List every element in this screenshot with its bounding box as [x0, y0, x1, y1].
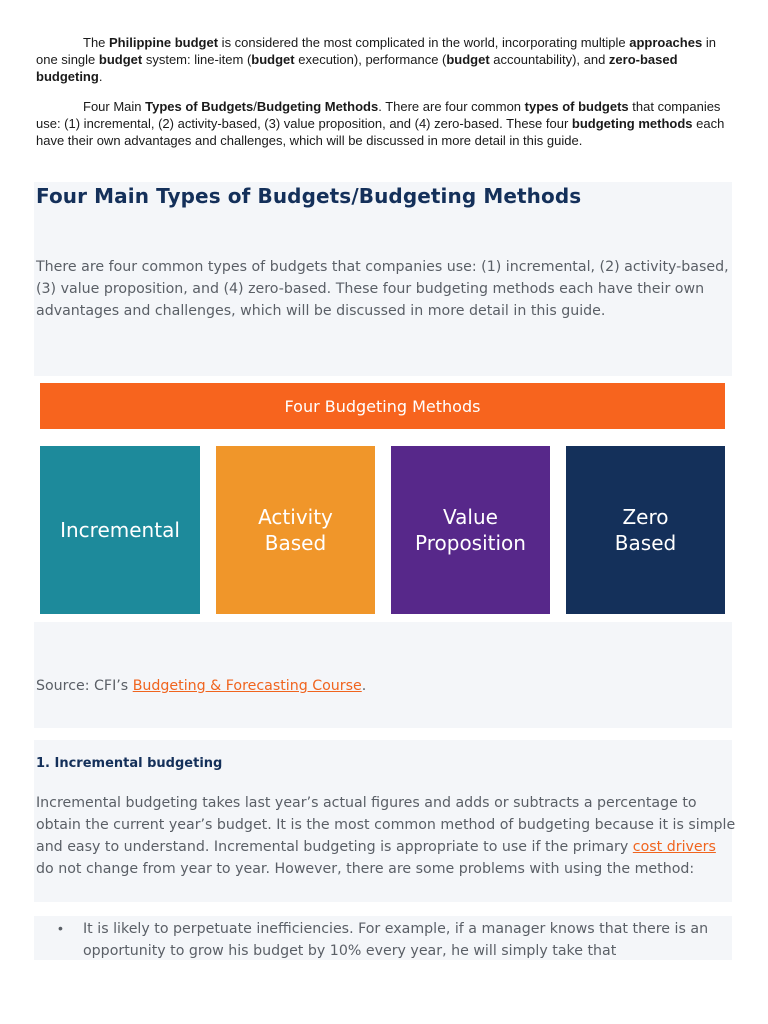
box-activity-based: Activity Based	[216, 446, 375, 614]
source-prefix: Source: CFI’s	[36, 678, 133, 694]
text-run: do not change from year to year. However, there are some problems with using the method:	[36, 861, 695, 877]
bullet-icon: •	[58, 920, 63, 936]
text-run: execution), performance (	[294, 52, 447, 67]
text-run: each have their own advantages and challenges, which will be discussed in more detail in this guide.	[36, 116, 725, 148]
diagram-banner: Four Budgeting Methods	[40, 383, 725, 429]
text-run: that companies use: (1) incremental, (2) activity-based, (3) value proposition, and (4) zero-based. These four	[36, 99, 721, 131]
bold-run: zero-based budgeting	[36, 52, 678, 84]
bold-run: approaches	[629, 35, 703, 50]
bold-run: Types of Budgets	[145, 99, 254, 114]
bold-run: budgeting methods	[571, 116, 693, 131]
text-run: .	[98, 69, 103, 84]
section-paragraph	[36, 792, 736, 880]
bullet-item: It is likely to perpetuate inefficiencies. For example, if a manager knows that there is an opportunity to grow his budget by 10% every year, he will simply take that	[83, 921, 709, 959]
article-heading: Four Main Types of Budgets/Budgeting Methods	[36, 184, 582, 208]
bold-run: budget	[98, 52, 143, 67]
bold-run: budget	[446, 52, 490, 67]
source-suffix: .	[361, 678, 367, 694]
article-intro: There are four common types of budgets that companies use: (1) incremental, (2) activity-based, (3) value proposition, and (4) zero-based. These four budgeting methods each have their own advantages and challenges, which will be discussed in more detail in this guide.	[36, 259, 729, 319]
doc-paragraph-2	[36, 98, 726, 149]
bold-run: Budgeting Methods	[256, 99, 379, 114]
text-run: is considered the most complicated in the world, incorporating multiple	[218, 35, 630, 50]
text-run: Four Main	[83, 99, 146, 114]
section-heading: 1. Incremental budgeting	[36, 756, 223, 771]
bold-run: Philippine budget	[109, 35, 219, 50]
source-line	[36, 678, 366, 694]
box-incremental: Incremental	[40, 446, 200, 614]
bold-run: types of budgets	[524, 99, 629, 114]
box-zero-based: Zero Based	[566, 446, 725, 614]
text-run: The	[83, 35, 110, 50]
text-run: . There are four common	[378, 99, 525, 114]
text-run: Incremental budgeting takes last year’s actual figures and adds or subtracts a percentage to obtain the current year’s budget. It is the most common method of budgeting because it is simple and easy to understand. Incremental budgeting is appropriate to use if the primary	[36, 795, 736, 855]
text-run: accountability), and	[489, 52, 609, 67]
text-run: /	[253, 99, 257, 114]
budgeting-methods-diagram	[34, 376, 732, 622]
doc-paragraph-1	[36, 34, 726, 85]
text-run: in one single	[36, 35, 716, 67]
text-run: system: line-item (	[142, 52, 252, 67]
box-value-proposition: Value Proposition	[391, 446, 550, 614]
bold-run: budget	[251, 52, 295, 67]
course-link[interactable]: Budgeting & Forecasting Course	[132, 678, 362, 694]
cost-drivers-link[interactable]: cost drivers	[632, 839, 716, 855]
